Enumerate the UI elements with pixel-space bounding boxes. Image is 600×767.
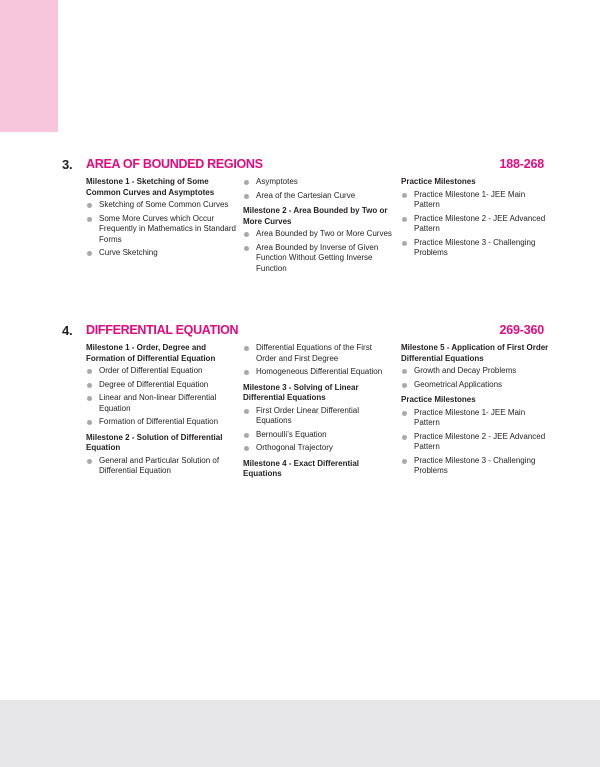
topic-column: [243, 177, 393, 277]
chapter-number: 4.: [62, 323, 73, 338]
chapter-title: DIFFERENTIAL EQUATION: [86, 323, 239, 337]
topic-list-item: Bernoulli’s Equation: [243, 430, 393, 441]
topic-list-item: Formation of Differential Equation: [86, 417, 236, 428]
topic-list: [243, 343, 393, 378]
milestone-heading: Milestone 3 - Solving of Linear Differential Equations: [243, 382, 359, 402]
topic-list-item: Area Bounded by Two or More Curves: [243, 229, 393, 240]
topic-list-item: Degree of Differential Equation: [86, 380, 236, 391]
milestone-heading: Milestone 4 - Exact Differential Equations: [243, 458, 360, 478]
chapter-page-range: 188-268: [499, 157, 544, 171]
milestone-heading: Milestone 2 - Solution of Differential Equation: [86, 432, 223, 452]
milestone-heading: Practice Milestones: [401, 177, 476, 186]
topic-list: [243, 229, 393, 274]
topic-column: [86, 343, 236, 480]
topic-list-item: Homogeneous Differential Equation: [243, 367, 393, 378]
topic-column: [401, 343, 551, 480]
topic-list: [401, 366, 551, 390]
topic-list-item: Order of Differential Equation: [86, 366, 236, 377]
chapter-header: [62, 157, 544, 175]
topic-list-item: Practice Milestone 1- JEE Main Pattern: [401, 190, 551, 211]
topic-list: [86, 366, 236, 428]
chapter-section: [62, 323, 549, 478]
milestone-heading: Milestone 1 - Sketching of Some Common Curves and Asymptotes: [86, 177, 215, 197]
topic-list: [243, 177, 393, 201]
topic-list-item: Growth and Decay Problems: [401, 366, 551, 377]
topic-column: [86, 177, 236, 262]
milestone-heading: Milestone 1 - Order, Degree and Formation of Differential Equation: [86, 343, 216, 363]
topic-list-item: Differential Equations of the First Order and First Degree: [243, 343, 393, 364]
topic-list-item: Practice Milestone 3 - Challenging Problems: [401, 238, 551, 259]
topic-column: [243, 343, 393, 482]
topic-list: [86, 456, 236, 477]
topic-list-item: Practice Milestone 3 - Challenging Problems: [401, 456, 551, 477]
chapter-section: [62, 157, 546, 273]
footer-band: [0, 700, 600, 767]
topic-list: [401, 408, 551, 477]
decorative-pink-tab: [0, 0, 58, 132]
topic-list-item: General and Particular Solution of Differential Equation: [86, 456, 236, 477]
topic-list: [86, 200, 236, 259]
topic-list-item: Practice Milestone 1- JEE Main Pattern: [401, 408, 551, 429]
chapter-title: AREA OF BOUNDED REGIONS: [86, 157, 263, 171]
chapter-header: [62, 323, 544, 341]
topic-list-item: Some More Curves which Occur Frequently in Mathematics in Standard Forms: [86, 214, 236, 246]
topic-list-item: Sketching of Some Common Curves: [86, 200, 236, 211]
milestone-heading: Milestone 2 - Area Bounded by Two or More Curves: [243, 206, 388, 226]
chapter-page-range: 269-360: [499, 323, 544, 337]
chapter-number: 3.: [62, 157, 73, 172]
topic-column: [401, 177, 551, 262]
topic-list-item: First Order Linear Differential Equations: [243, 406, 393, 427]
topic-list-item: Area of the Cartesian Curve: [243, 191, 393, 202]
topic-list-item: Area Bounded by Inverse of Given Function Without Getting Inverse Function: [243, 243, 393, 275]
topic-list: [243, 406, 393, 454]
topic-list: [401, 190, 551, 259]
topic-list-item: Orthogonal Trajectory: [243, 443, 393, 454]
topic-list-item: Asymptotes: [243, 177, 393, 188]
milestone-heading: Practice Milestones: [401, 395, 476, 404]
topic-list-item: Linear and Non-linear Differential Equation: [86, 393, 236, 414]
topic-list-item: Practice Milestone 2 - JEE Advanced Pattern: [401, 432, 551, 453]
topic-list-item: Curve Sketching: [86, 248, 236, 259]
milestone-heading: Milestone 5 - Application of First Order Differential Equations: [401, 343, 549, 363]
topic-list-item: Geometrical Applications: [401, 380, 551, 391]
topic-list-item: Practice Milestone 2 - JEE Advanced Pattern: [401, 214, 551, 235]
